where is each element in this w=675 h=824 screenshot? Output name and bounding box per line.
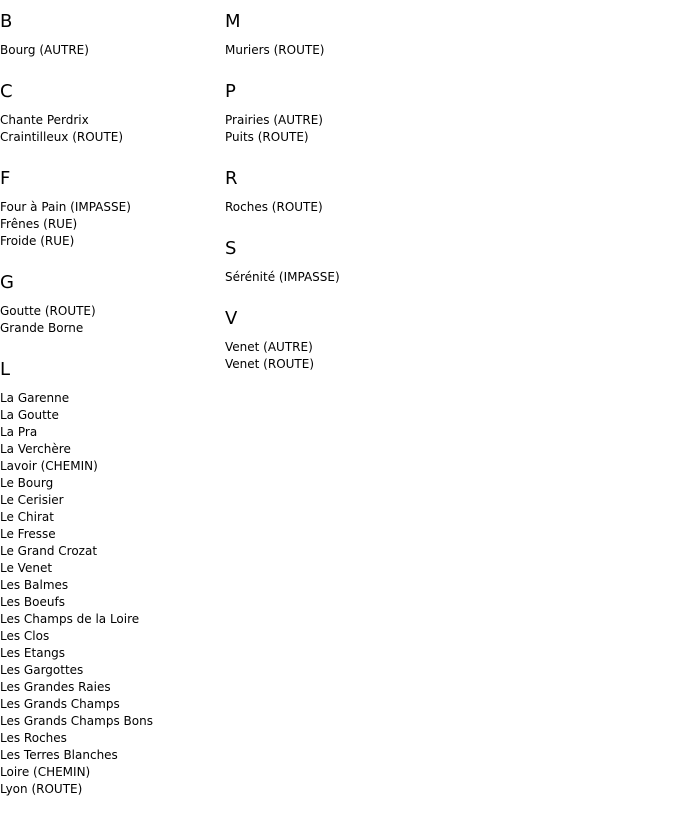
street-list xyxy=(0,42,220,59)
street-name: Loire (CHEMIN) xyxy=(0,765,91,779)
letter-group xyxy=(0,272,220,337)
street-name: Puits (ROUTE) xyxy=(225,130,309,144)
letter-heading: S xyxy=(225,238,237,259)
street-name: Les Etangs xyxy=(0,646,66,660)
street-name: Four à Pain (IMPASSE) xyxy=(0,200,131,214)
letter-group xyxy=(225,168,445,216)
street-name: Le Venet xyxy=(0,561,53,575)
street-name: La Garenne xyxy=(0,391,70,405)
street-name: Les Clos xyxy=(0,629,50,643)
street-name: Lavoir (CHEMIN) xyxy=(0,459,98,473)
street-name: La Pra xyxy=(0,425,38,439)
street-name: Le Chirat xyxy=(0,510,54,524)
letter-group xyxy=(225,238,445,286)
letter-heading: C xyxy=(0,81,13,102)
street-index-column-right xyxy=(225,11,445,395)
street-name: Les Grands Champs Bons xyxy=(0,714,153,728)
letter-heading: M xyxy=(225,11,241,32)
letter-heading: B xyxy=(0,11,13,32)
letter-heading: L xyxy=(0,359,11,380)
street-name: Muriers (ROUTE) xyxy=(225,43,325,57)
street-name: Le Bourg xyxy=(0,476,54,490)
street-list xyxy=(225,199,445,216)
street-name: Les Terres Blanches xyxy=(0,748,118,762)
street-name: Le Fresse xyxy=(0,527,56,541)
street-name: Les Boeufs xyxy=(0,595,65,609)
letter-group xyxy=(0,81,220,146)
street-name: Les Grandes Raies xyxy=(0,680,111,694)
street-name: Le Cerisier xyxy=(0,493,64,507)
street-list xyxy=(225,42,445,59)
street-name: Grande Borne xyxy=(0,321,84,335)
letter-heading: G xyxy=(0,272,14,293)
street-name: Le Grand Crozat xyxy=(0,544,98,558)
street-list xyxy=(225,269,445,286)
letter-group xyxy=(0,11,220,59)
street-list xyxy=(0,112,220,146)
street-list xyxy=(0,303,220,337)
street-name: Roches (ROUTE) xyxy=(225,200,323,214)
street-name: Les Champs de la Loire xyxy=(0,612,140,626)
letter-group xyxy=(225,11,445,59)
street-name: Les Grands Champs xyxy=(0,697,120,711)
street-name: Craintilleux (ROUTE) xyxy=(0,130,124,144)
street-list xyxy=(0,199,220,250)
street-name: La Verchère xyxy=(0,442,71,456)
letter-group xyxy=(225,81,445,146)
street-name: Frênes (RUE) xyxy=(0,217,78,231)
street-list xyxy=(225,339,445,373)
street-name: Goutte (ROUTE) xyxy=(0,304,96,318)
street-name: Prairies (AUTRE) xyxy=(225,113,323,127)
letter-group xyxy=(0,168,220,250)
letter-group xyxy=(225,308,445,373)
letter-heading: V xyxy=(225,308,238,329)
street-name: Les Gargottes xyxy=(0,663,84,677)
street-list xyxy=(0,390,220,798)
street-list xyxy=(225,112,445,146)
street-name: Sérénité (IMPASSE) xyxy=(225,270,340,284)
street-name: Venet (ROUTE) xyxy=(225,357,315,371)
street-name: Les Balmes xyxy=(0,578,69,592)
letter-heading: R xyxy=(225,168,238,189)
letter-heading: P xyxy=(225,81,236,102)
street-name: Venet (AUTRE) xyxy=(225,340,313,354)
street-name: Bourg (AUTRE) xyxy=(0,43,89,57)
letter-heading: F xyxy=(0,168,11,189)
letter-group xyxy=(0,359,220,798)
street-index-column-left xyxy=(0,11,220,820)
street-name: Les Roches xyxy=(0,731,67,745)
street-name: La Goutte xyxy=(0,408,59,422)
street-name: Chante Perdrix xyxy=(0,113,89,127)
street-name: Lyon (ROUTE) xyxy=(0,782,83,796)
street-name: Froide (RUE) xyxy=(0,234,75,248)
